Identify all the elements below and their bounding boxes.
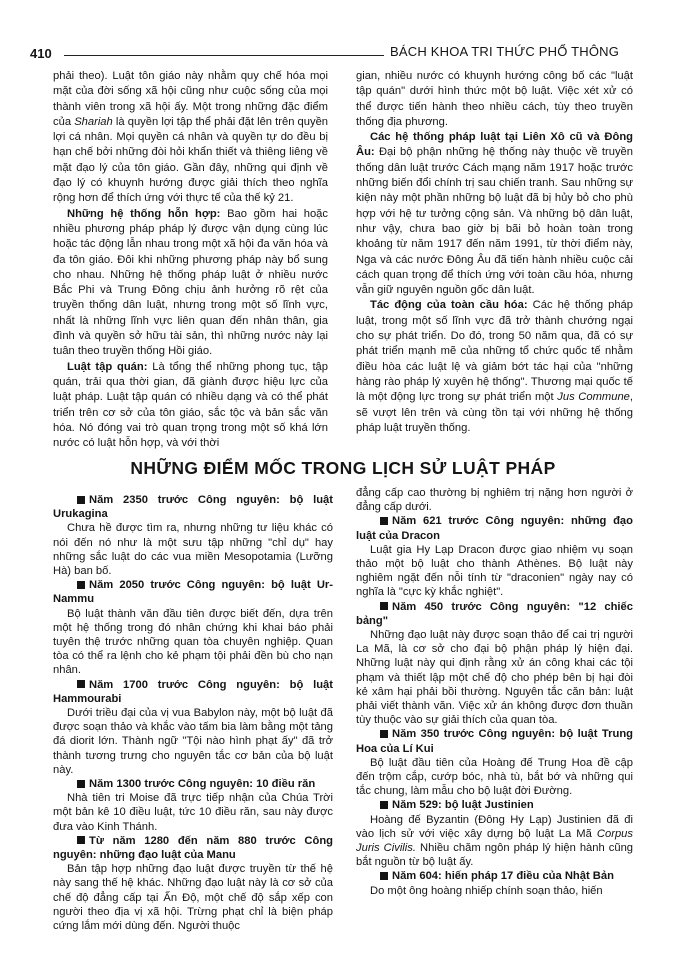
timeline-body-text: Nhiều chăm ngôn pháp lý hiện hành cũng bắt nguồn từ bộ luật ấy. bbox=[356, 842, 634, 869]
timeline-heading-text: Năm 350 trước Công nguyên: bộ luật Trung Hoa của Lí Kui bbox=[356, 728, 633, 755]
paragraph-lead: Những hệ thống hỗn hợp: bbox=[67, 207, 221, 220]
timeline-entry bbox=[53, 578, 333, 677]
timeline-heading-text: Năm 1700 trước Công nguyên: bộ luật Hammourabi bbox=[53, 678, 333, 705]
header-rule bbox=[64, 55, 384, 56]
page-number: 410 bbox=[30, 46, 52, 61]
square-bullet-icon bbox=[77, 680, 85, 688]
timeline-entry bbox=[356, 869, 633, 897]
paragraph-mixed-systems bbox=[53, 207, 328, 360]
timeline-heading bbox=[53, 578, 333, 606]
top-left-column bbox=[53, 69, 328, 451]
timeline-heading bbox=[356, 869, 633, 883]
timeline-entry bbox=[53, 678, 333, 777]
timeline-body: Bản tập hợp những đạo luật được truyền từ thế hệ này sang thế hệ khác. Những đạo luật này là cơ sở của chế độ đẳng cấp tại Ấn Độ, một chế độ sắp xếp con người theo địa vị xã hội. Trừng phạt chỉ là biện pháp cứng lắm mới dùng đến. Người thuộc bbox=[53, 863, 333, 933]
timeline-heading-text: Năm 621 trước Công nguyên: những đạo luật của Dracon bbox=[356, 515, 633, 542]
italic-term: Shariah bbox=[74, 115, 113, 128]
timeline-body: Dưới triều đại của vị vua Babylon này, một bộ luật đã được soạn thảo và khắc vào tấm bia làm bằng một tảng đá diorit lớn. Thành ngữ "Tội nào hình phạt ấy" đã trở thành tương trưng cho nguyên tắc cơ bản của bộ luật này. bbox=[53, 707, 333, 776]
square-bullet-icon bbox=[380, 872, 388, 880]
timeline-heading bbox=[356, 798, 633, 812]
timeline-heading bbox=[53, 493, 333, 521]
paragraph-lead: Tác động của toàn cầu hóa: bbox=[370, 299, 528, 312]
square-bullet-icon bbox=[380, 602, 388, 610]
timeline-heading-text: Năm 2350 trước Công nguyên: bộ luật Urukagina bbox=[53, 494, 333, 521]
timeline-heading-text: Từ năm 1280 đến năm 880 trước Công nguyên: những đạo luật của Manu bbox=[53, 834, 333, 862]
timeline-heading-text: Năm 604: hiến pháp 17 điều của Nhật Bản bbox=[392, 870, 614, 883]
italic-term: Jus Commune bbox=[557, 391, 630, 404]
square-bullet-icon bbox=[380, 517, 388, 525]
timeline-entry bbox=[53, 777, 333, 834]
paragraph-text: gian, nhiều nước có khuynh hướng công bố các "luật tập quán" dưới hình thức một bộ luật. Việc xét xử có thể được tiến hành theo nhiều cách, tùy theo truyền thống địa phương. bbox=[356, 70, 633, 128]
timeline-heading bbox=[356, 600, 633, 628]
paragraph-text: phải theo). Luật tôn giáo này nhằm quy chế hóa mọi mặt của đời sống xã hội cũng như cuộc sống của mọi thành viên trong xã hội ấy. Một trong những đặc điểm của bbox=[53, 70, 328, 128]
running-title: BÁCH KHOA TRI THỨC PHỔ THÔNG bbox=[390, 44, 620, 59]
paragraph-text: Đại bộ phận những hệ thống này thuộc về truyền thống dân luật trước Cách mạng năm 1917 hoặc trước những biến đổi chính trị sau chiến tranh. Sau những sự kiện này một phần những bộ luật đã bị hủy bỏ cho phù hợp với hệ tư tưởng cộng sản. Và những bộ dân luật, như vậy, chưa bao giờ bị bãi bỏ hoàn toàn trong khoảng từ năm 1917 đến năm 1991, từ thời điểm này, Nga và các nước Đông Âu đã tiến hành nhiều cuộc cải cách quan trọng để thích ứng với toàn cầu hóa, nhưng vẫn giữ nguyên nguồn gốc dân luật. bbox=[356, 146, 633, 297]
timeline-body-text: Hoàng đế Byzantin (Đông Hy Lạp) Justinien đã đi vào lịch sử với việc xây dựng bộ luật La Mã bbox=[356, 813, 633, 840]
square-bullet-icon bbox=[77, 836, 85, 844]
timeline-body: Do một ông hoàng nhiếp chính soạn thảo, hiến bbox=[370, 884, 603, 897]
timeline-entry bbox=[53, 493, 333, 578]
paragraph-text: Các hệ thống pháp luật, trong một số lĩnh vực đã trở thành chướng ngại cho sự phát triển. Do đó, trong 50 năm qua, đã có sự phát triển mạnh mẽ của những tổ chức quốc tế nhằm điều hòa các luật lệ và giảm bớt tác hại của "những hàng rào pháp lý xuyên hệ thống". Thương mại quốc tế là một động lực trong sự phát triển một bbox=[356, 299, 633, 404]
page-header bbox=[0, 38, 684, 62]
paragraph-lead: Luật tập quán: bbox=[67, 360, 148, 373]
timeline-entry bbox=[356, 600, 633, 728]
square-bullet-icon bbox=[77, 581, 85, 589]
timeline-entry bbox=[356, 798, 633, 869]
paragraph-shariah bbox=[53, 69, 328, 207]
square-bullet-icon bbox=[77, 496, 85, 504]
timeline-right-column bbox=[356, 486, 633, 898]
paragraph-text: Bao gồm hai hoặc nhiều phương pháp pháp lý được vận dụng cùng lúc hoặc tác động lẫn nhau trong một xã hội đa văn hóa và đa tôn giáo. Đôi khi những phương pháp này bổ sung cho nhau. Những hệ thống pháp luật ở nhiều nước Bắc Phi và Trung Đông chịu ảnh hưởng rõ rệt của truyền thống dân luật, nhưng trong một số lĩnh vực, nhất là những lĩnh vực liên quan đến nhân thân, gia đình và quyền sở hữu tài sản, thì những nước này lại tuân theo truyền thống Hồi giáo. bbox=[53, 207, 328, 358]
paragraph-text: Là tổng thể những phong tục, tập quán, trải qua thời gian, đã giành được hiệu lực của luật pháp. Luật tập quán có nhiều dạng và có thể phát triển trên cơ sở của tôn giáo, sắc tộc và bản sắc văn hóa. Nó đóng vai trò quan trọng trong một số khá lớn nước có luật hỗn hợp, và với thời bbox=[53, 360, 328, 450]
timeline-heading-text: Năm 2050 trước Công nguyên: bộ luật Ur-Nammu bbox=[53, 579, 333, 606]
italic-term: Corpus Juris Civilis. bbox=[356, 827, 633, 855]
timeline-body bbox=[356, 813, 633, 870]
timeline-heading bbox=[356, 514, 633, 542]
timeline-heading bbox=[53, 678, 333, 706]
paragraph-soviet-systems bbox=[356, 130, 633, 298]
timeline-body: Nhà tiên tri Moise đã trực tiếp nhận của Chúa Trời một bản kê 10 điều luật, tức 10 điều răn, sau này được đưa vào Kinh Thánh. bbox=[53, 792, 333, 833]
timeline-body: Bộ luật thành văn đầu tiên được biết đến, dựa trên một hệ thống trong đó nhân chứng khi khai báo phải tuyên thệ trước những quan tòa chuyên nghiệp. Quan tòa có thể ra lệnh cho kẻ phạm tội phải đền bù cho nạn nhân. bbox=[53, 607, 333, 677]
timeline-body: Những đạo luật này được soạn thảo để cai trị người La Mã, là cơ sở cho đại bộ phận pháp lý hiện đại. Những luật này qui định rằng xử án công khai các tội phạm và thiết lập một chế độ cho phép bên bị hại đòi kẻ xâm hại phải bồi thường. Nguyên tắc căn bản: luật phải viết thành văn. Việc xử án không được đơn thuần tùy thuộc vào sự giải thích của quan tòa. bbox=[356, 629, 633, 727]
timeline-body: Chưa hề được tìm ra, nhưng những tư liệu khác có nói đến nó như là một sưu tập những "chỉ dụ" hay những sắc luật do các vua miền Mesopotamia (Lưỡng Hà) ban bố. bbox=[53, 522, 333, 578]
timeline-body: Luật gia Hy Lạp Dracon được giao nhiệm vụ soạn thảo một bộ luật cho thành Athènes. Bộ luật này nghiêm ngặt đến nỗi tính từ "draconien" ngày nay có nghĩa là "cực kỳ khắc nghiệt". bbox=[356, 543, 633, 599]
square-bullet-icon bbox=[77, 780, 85, 788]
paragraph-customary-cont bbox=[356, 69, 633, 130]
paragraph-lead: Các hệ thống pháp luật tại Liên Xô cũ và Đông Âu: bbox=[356, 131, 633, 159]
timeline-entry bbox=[53, 834, 333, 933]
timeline-heading-text: Năm 529: bộ luật Justinien bbox=[392, 799, 534, 812]
timeline-left-column bbox=[53, 493, 333, 933]
timeline-heading bbox=[53, 834, 333, 862]
timeline-entry bbox=[356, 514, 633, 599]
paragraph-text: , sẽ vượt lên trên và cùng tồn tại với những hệ thống pháp luật truyền thống. bbox=[356, 391, 634, 434]
paragraph-text: là quyền lợi tập thể phải đặt lên trên quyền lợi cá nhân. Mọi quyền cá nhân và quyền tự do đều bị hạn chế bởi những đòi hỏi khẩn thiết và thiêng liêng về mặt đạo lý của tôn giáo. Gần đây, những qui định về đạo lý có khuynh hướng được giải thích theo nghĩa rộng hơn để thích ứng với thực tế của thế kỷ 21. bbox=[53, 115, 329, 205]
section-title: NHỮNG ĐIỂM MỐC TRONG LỊCH SỬ LUẬT PHÁP bbox=[130, 458, 556, 478]
timeline-body: Bộ luật đầu tiên của Hoàng đế Trung Hoa đề cập đến trộm cắp, cướp bóc, nhà tù, bắt bớ và những qui tắc chung, làm mẫu cho bộ luật đời Đường. bbox=[356, 756, 633, 798]
paragraph-globalization bbox=[356, 298, 633, 436]
timeline-heading bbox=[53, 777, 333, 791]
timeline-heading-text: Năm 450 trước Công nguyên: "12 chiếc bảng" bbox=[356, 600, 633, 627]
timeline-heading bbox=[356, 727, 633, 755]
paragraph-customary-law bbox=[53, 360, 328, 452]
timeline-body: đẳng cấp cao thường bị nghiêm trị nặng hơn người ở đẳng cấp dưới. bbox=[356, 487, 633, 514]
square-bullet-icon bbox=[380, 730, 388, 738]
timeline-heading-text: Năm 1300 trước Công nguyên: 10 điều răn bbox=[89, 778, 316, 791]
timeline-entry bbox=[356, 727, 633, 798]
top-right-column bbox=[356, 69, 633, 436]
square-bullet-icon bbox=[380, 801, 388, 809]
